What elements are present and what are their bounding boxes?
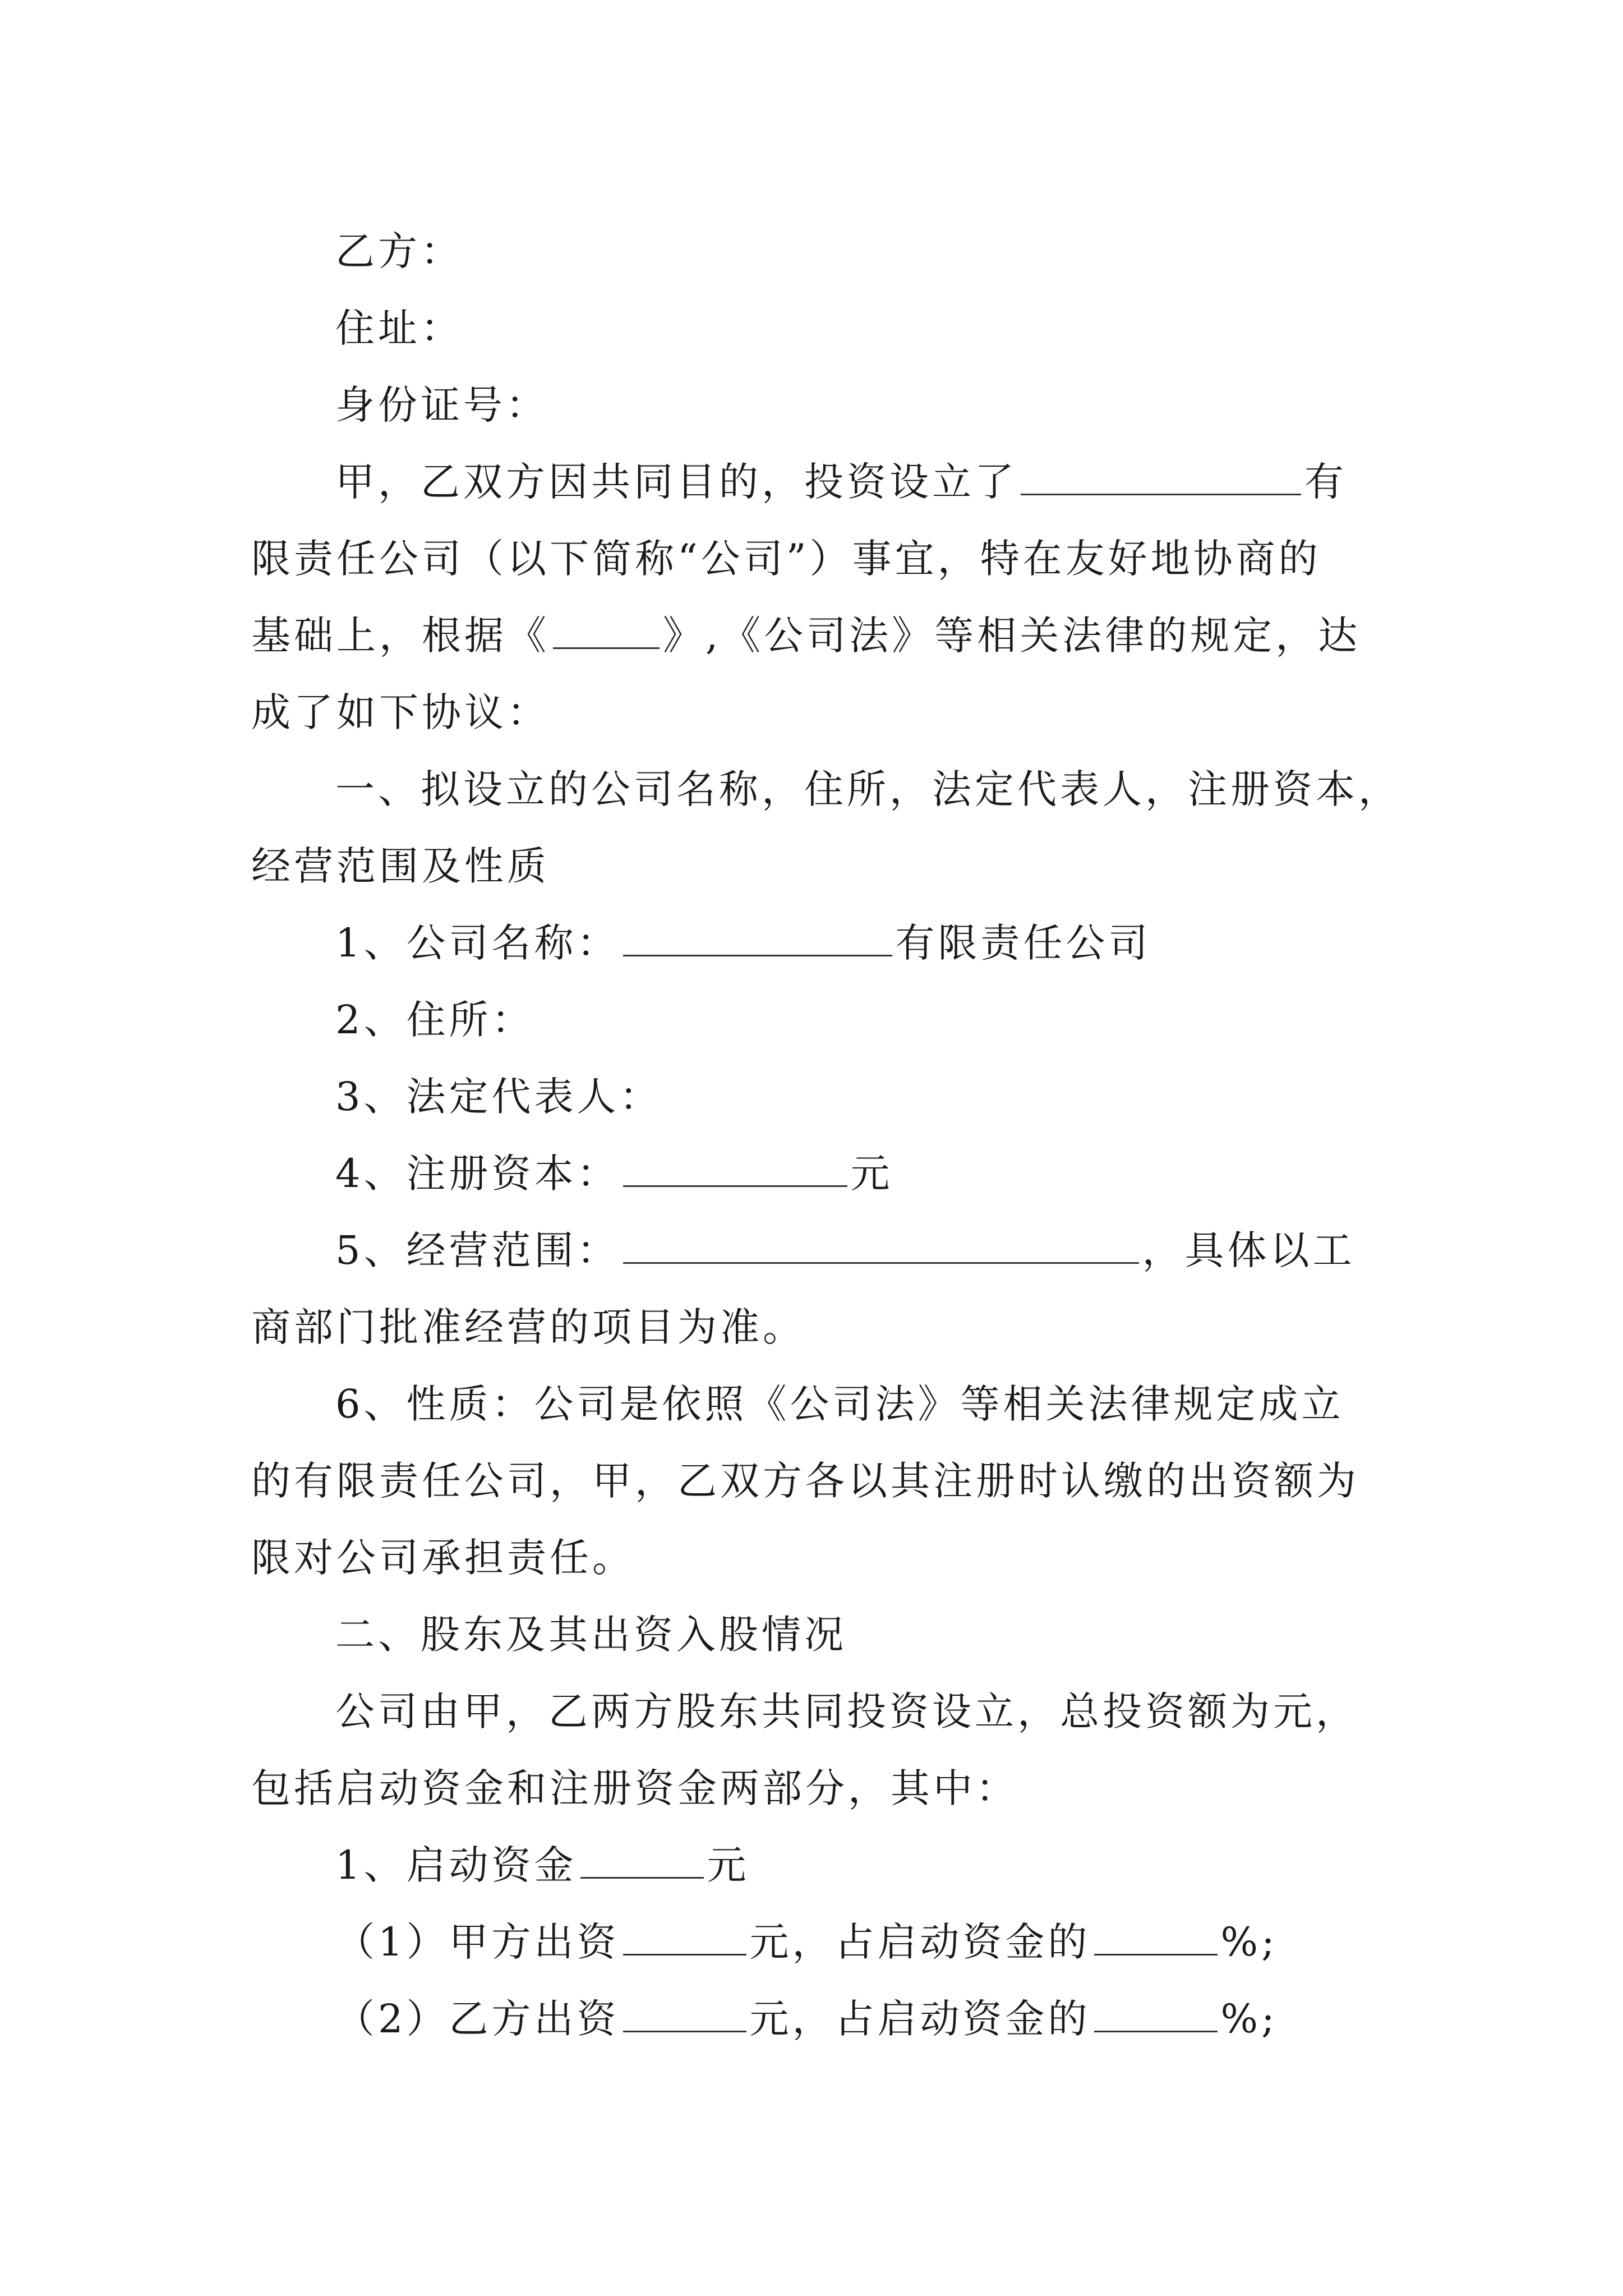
text-section-2: 二、股东及其出资入股情况	[335, 1612, 847, 1658]
text-party-a-a: （1）甲方出资	[335, 1919, 620, 1965]
intro-line-2	[251, 521, 1373, 597]
item-company-name	[251, 905, 1373, 982]
item-nature	[251, 1366, 1373, 1443]
startup-capital-blank	[580, 1837, 704, 1879]
text-item-6c: 限对公司承担责任。	[251, 1535, 635, 1581]
address-label	[251, 290, 1373, 367]
intro-line-3	[251, 597, 1373, 674]
item-registered-capital	[251, 1135, 1373, 1212]
party-b-percent-blank	[1094, 1990, 1218, 2032]
text-invest-2: 包括启动资金和注册资金两部分，其中：	[251, 1765, 1018, 1811]
party-b-contribution	[251, 1981, 1373, 2058]
party-b-label	[251, 213, 1373, 290]
party-a-contribution	[251, 1904, 1373, 1981]
text-item-6a: 6、性质：公司是依照《公司法》等相关法律规定成立	[335, 1381, 1344, 1427]
text-item-5c: 商部门批准经营的项目为准。	[251, 1304, 805, 1350]
text-address: 住址：	[335, 305, 463, 351]
item-business-scope-cont	[251, 1289, 1373, 1366]
text-party-a-c: %;	[1220, 1919, 1278, 1965]
company-name-blank	[1021, 453, 1301, 495]
text-item-3: 3、法定代表人：	[335, 1074, 662, 1120]
item-business-scope	[251, 1212, 1373, 1289]
text-item-4b: 元	[850, 1151, 893, 1197]
scope-blank	[623, 1222, 1139, 1264]
section-1-heading-cont	[251, 828, 1373, 905]
text-startup-a: 1、启动资金	[335, 1842, 577, 1888]
text-item-1b: 有限责任公司	[895, 920, 1151, 966]
investment-para-2	[251, 1750, 1373, 1827]
text-item-1a: 1、公司名称：	[335, 920, 620, 966]
party-a-percent-blank	[1094, 1913, 1218, 1955]
text-intro-4: 成了如下协议：	[251, 689, 550, 735]
text-id-number: 身份证号：	[335, 382, 548, 428]
company-name-field-blank	[623, 914, 892, 956]
item-legal-rep	[251, 1059, 1373, 1135]
text-intro-3a: 基础上，根据《	[251, 613, 550, 659]
text-party-b-c: %;	[1220, 1996, 1278, 2042]
text-party-b-a: （2）乙方出资	[335, 1996, 620, 2042]
document-body	[251, 213, 1401, 2058]
text-party-b-b: 元，占启动资金的	[749, 1996, 1091, 2042]
text-intro-b: 有	[1304, 459, 1347, 505]
text-item-4a: 4、注册资本：	[335, 1151, 620, 1197]
text-intro-a: 甲，乙双方因共同目的，投资设立了	[335, 459, 1017, 505]
intro-line-4	[251, 674, 1373, 751]
item-domicile	[251, 982, 1373, 1059]
text-item-5b: ，具体以工	[1142, 1227, 1355, 1273]
item-nature-cont-1	[251, 1443, 1373, 1520]
party-b-amount-blank	[623, 1990, 746, 2032]
capital-blank	[623, 1145, 847, 1187]
text-item-5a: 5、经营范围：	[335, 1227, 620, 1273]
startup-capital	[251, 1827, 1373, 1904]
section-1-heading	[251, 751, 1401, 828]
text-intro-2: 限责任公司（以下简称“公司”）事宜，特在友好地协商的	[251, 536, 1321, 582]
id-number-label	[251, 367, 1373, 444]
text-item-2: 2、住所：	[335, 997, 534, 1043]
text-intro-3b: 》,《公司法》等相关法律的规定，达	[663, 613, 1361, 659]
section-2-heading	[251, 1596, 1373, 1673]
text-startup-b: 元	[707, 1842, 750, 1888]
intro-line-1	[251, 444, 1373, 521]
text-section-1: 一、拟设立的公司名称，住所，法定代表人，注册资本，	[335, 766, 1401, 812]
item-nature-cont-2	[251, 1520, 1373, 1596]
text-party-a-b: 元，占启动资金的	[749, 1919, 1091, 1965]
text-item-6b: 的有限责任公司，甲，乙双方各以其注册时认缴的出资额为	[251, 1458, 1359, 1504]
investment-para-1	[251, 1673, 1373, 1750]
law-name-blank	[553, 607, 660, 649]
text-section-1-cont: 经营范围及性质	[251, 843, 550, 889]
party-a-amount-blank	[623, 1913, 746, 1955]
text-invest-1: 公司由甲，乙两方股东共同投资设立，总投资额为元，	[335, 1688, 1358, 1734]
text-party-b: 乙方：	[335, 228, 463, 274]
